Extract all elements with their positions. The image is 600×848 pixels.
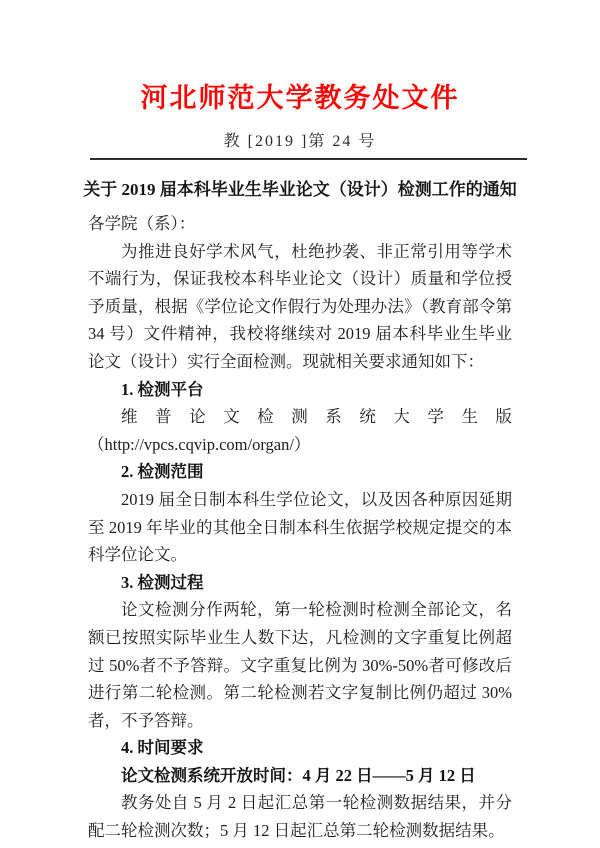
section-1-body: 维普论文检测系统大学生版（http://vpcs.cqvip.com/organ/） [88,407,512,454]
section-2-heading: 2. 检测范围 [121,462,204,482]
doc-number: 教 [2019 ]第 24 号 [223,133,377,150]
section-2-body: 2019 届全日制本科生学位论文，以及因各种原因延期至 2019 年毕业的其他全日制本科生依据学校规定提交的本科学位论文。 [88,489,512,565]
salutation: 各学院（系）： [88,214,196,233]
section-4-heading: 4. 时间要求 [121,738,204,758]
section-4-body: 教务处自 5 月 2 日起汇总第一轮检测数据结果，并分配二轮检测次数；5 月 12 日起汇总第二轮检测数据结果。 [88,793,512,841]
section-4-open-time: 论文检测系统开放时间：4 月 22 日——5 月 12 日 [121,765,476,785]
header-divider [90,158,527,160]
section-1-heading: 1. 检测平台 [121,379,204,399]
intro-paragraph: 为推进良好学术风气，杜绝抄袭、非正常引用等学术不端行为，保证我校本科毕业论文（设计）质量和学位授予质量，根据《学位论文作假行为处理办法》（教育部令第 34 号）文件精神，我校将继续对 2019 届本科毕业生毕业论文（设计）实行全面检测。现就相关要求通知如下： [88,241,512,371]
org-title: 河北师范大学教务处文件 [140,83,460,113]
doc-title: 关于 2019 届本科毕业生毕业论文（设计）检测工作的通知 [83,180,517,199]
section-3-heading: 3. 检测过程 [121,572,204,592]
section-3-body: 论文检测分作两轮，第一轮检测时检测全部论文，名额已按照实际毕业生人数下达，凡检测的文字重复比例超过 50%者不予答辩。文字重复比例为 30%-50%者可修改后进行第二轮检测。第二轮检测若文字复制比例仍超过 30%者，不予答辩。 [88,600,512,730]
document-body [88,210,512,845]
